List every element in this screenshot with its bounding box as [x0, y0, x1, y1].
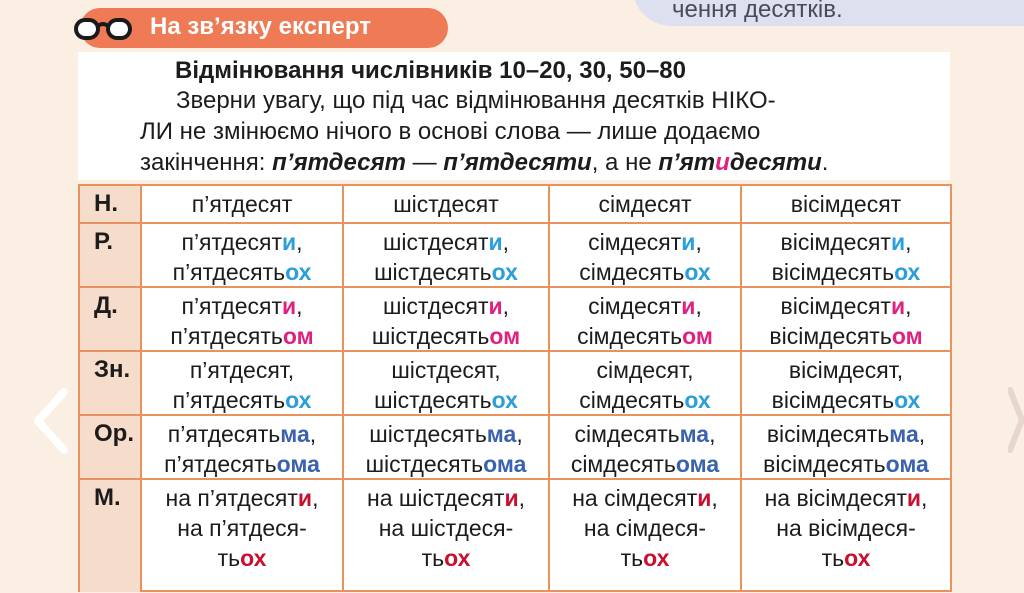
chevron-right-icon[interactable]: [1008, 380, 1024, 460]
cell-line: на п’ятдеся-: [177, 515, 307, 541]
word-ending: ома: [276, 451, 320, 477]
word-stem: вісімдесять: [769, 323, 892, 349]
chevron-left-icon[interactable]: [30, 388, 72, 454]
word-ending: ох: [894, 387, 921, 413]
example-correct-form: п’ятдесяти: [443, 149, 592, 176]
table-cell: [740, 480, 950, 592]
word-stem: шістдесять: [374, 387, 492, 413]
rule-line-3-end: .: [821, 149, 829, 176]
cell-line: [742, 257, 950, 287]
word-ending: и: [297, 485, 313, 511]
table-row-genitive: [80, 222, 950, 288]
rule-line-1: Зверни увагу, що під час відмінювання десятків НІКО-: [176, 87, 776, 114]
case-cell: [80, 224, 142, 288]
cell-line: [550, 227, 740, 257]
rule-line-3-prefix: закінчення:: [140, 149, 273, 176]
punct: ,: [711, 485, 718, 511]
cell-line: [550, 483, 740, 513]
word-stem: шістдесят: [382, 229, 489, 255]
table-cell: [548, 352, 740, 416]
word-ending: ома: [675, 451, 720, 477]
cell-line: на сімдеся-: [583, 515, 707, 541]
punct: ,: [296, 293, 303, 319]
word-ending: ом: [891, 323, 923, 349]
table-cell: [740, 416, 950, 480]
word-stem: вісімдесят: [780, 229, 891, 255]
word-ending: ох: [684, 259, 711, 285]
declension-table: [78, 184, 952, 592]
case-label: Д.: [94, 292, 118, 319]
table-cell: [548, 224, 740, 288]
word-stem: ть: [620, 545, 644, 571]
cell-line: [742, 483, 950, 513]
cell-line: вісімдесят,: [788, 357, 904, 383]
word-ending: ох: [285, 259, 312, 285]
table-cell: [740, 288, 950, 352]
word-stem: шістдесять: [374, 259, 492, 285]
table-cell: [342, 416, 548, 480]
punct: ,: [918, 421, 926, 447]
punct: ,: [695, 229, 702, 255]
word-ending: ма: [889, 421, 919, 447]
word-ending: ох: [240, 545, 267, 571]
cell-line: сімдесят,: [596, 357, 694, 383]
word-ending: и: [890, 229, 906, 255]
word-ending: и: [681, 293, 696, 319]
word-stem: п’ятдесят: [181, 229, 282, 255]
cell-line: [344, 419, 548, 449]
expert-banner-title: На зв’язку експерт: [150, 13, 371, 40]
case-cell: [80, 186, 142, 222]
rule-line-3: [140, 147, 900, 178]
glasses-icon: [74, 14, 134, 44]
cell-line: [742, 449, 950, 479]
word-stem: п’ятдесят: [181, 293, 282, 319]
table-cell: [342, 186, 548, 222]
punct: ,: [905, 293, 912, 319]
word-ending: ом: [682, 323, 713, 349]
cell-line: [742, 291, 950, 321]
cell-line: [344, 321, 548, 351]
case-cell: [80, 416, 142, 480]
table-cell: [548, 288, 740, 352]
word-ending: ох: [491, 259, 518, 285]
cell-line: [344, 385, 548, 415]
cell-line: [550, 449, 740, 479]
cell-line: [742, 385, 950, 415]
cell-line: [742, 227, 950, 257]
punct: ,: [921, 485, 928, 511]
word-ending: ох: [894, 259, 921, 285]
word-ending: и: [488, 229, 503, 255]
word-ending: ма: [486, 421, 517, 447]
table-row-dative: [80, 286, 950, 352]
word-ending: и: [504, 485, 519, 511]
cell-line: сімдесят: [598, 191, 692, 217]
example-dash: —: [405, 149, 444, 176]
cell-line: [550, 543, 740, 573]
cell-line: [142, 419, 342, 449]
table-row-locative: [80, 478, 950, 592]
word-stem: ть: [217, 545, 241, 571]
word-ending: и: [488, 293, 503, 319]
example-wrong-form: [658, 149, 821, 176]
word-ending: и: [906, 485, 922, 511]
word-stem: сімдесять: [577, 323, 683, 349]
table-cell: [142, 416, 342, 480]
word-stem: сімдесять: [579, 259, 685, 285]
cell-line: [550, 419, 740, 449]
word-ending: ома: [483, 451, 527, 477]
word-stem: шістдесять: [369, 421, 487, 447]
word-stem: шістдесять: [371, 323, 490, 349]
cell-line: [142, 257, 342, 287]
word-ending: ма: [679, 421, 710, 447]
word-stem: сімдесять: [579, 387, 685, 413]
cell-line: [344, 227, 548, 257]
punct: ,: [518, 485, 525, 511]
cell-line: п’ятдесят,: [189, 357, 295, 383]
wrong-form-part-c: десяти: [729, 149, 822, 176]
cell-line: [142, 227, 342, 257]
word-stem: шістдесять: [365, 451, 484, 477]
punct: ,: [502, 293, 510, 319]
table-cell: [548, 186, 740, 222]
cell-line: [344, 449, 548, 479]
table-cell: [142, 480, 342, 592]
word-ending: ох: [684, 387, 711, 413]
word-stem: на сімдесят: [572, 485, 698, 511]
word-ending: ох: [285, 387, 312, 413]
punct: ,: [516, 421, 523, 447]
rule-heading: Відмінювання числівників 10–20, 30, 50–80: [175, 57, 686, 84]
rule-line-2: ЛИ не змінюємо нічого в основі слова — лише додаємо: [140, 118, 761, 145]
case-label: Зн.: [94, 356, 131, 383]
cell-line: [550, 321, 740, 351]
table-cell: [142, 224, 342, 288]
table-cell: [142, 352, 342, 416]
table-cell: [342, 224, 548, 288]
table-cell: [548, 480, 740, 592]
case-label: Н.: [94, 190, 118, 217]
cell-line: [142, 543, 342, 573]
table-row-instrumental: [80, 414, 950, 480]
word-stem: ть: [821, 545, 845, 571]
cell-line: [550, 257, 740, 287]
cell-line: [550, 291, 740, 321]
word-stem: п’ятдесять: [172, 387, 286, 413]
table-cell: [142, 288, 342, 352]
word-ending: и: [697, 485, 712, 511]
word-stem: вісімдесять: [771, 259, 895, 285]
punct: ,: [296, 229, 303, 255]
table-cell: [342, 288, 548, 352]
cell-line: шістдесят: [393, 191, 499, 217]
top-right-note-text: чення десятків.: [672, 0, 843, 23]
table-row-accusative: [80, 350, 950, 416]
word-stem: п’ятдесять: [164, 451, 277, 477]
word-ending: ом: [489, 323, 521, 349]
word-stem: вісімдесять: [771, 387, 895, 413]
word-stem: сімдесят: [588, 293, 682, 319]
word-stem: вісімдесят: [780, 293, 891, 319]
cell-line: [344, 543, 548, 573]
word-stem: на п’ятдесят: [165, 485, 298, 511]
word-ending: и: [281, 229, 297, 255]
cell-line: [550, 385, 740, 415]
word-ending: ом: [282, 323, 314, 349]
cell-line: п’ятдесят: [191, 191, 293, 217]
punct: ,: [502, 229, 510, 255]
word-stem: сімдесят: [588, 229, 682, 255]
cell-line: [742, 321, 950, 351]
word-ending: и: [681, 229, 696, 255]
punct: ,: [312, 485, 319, 511]
case-cell: [80, 352, 142, 416]
word-ending: ома: [885, 451, 929, 477]
punct: ,: [905, 229, 912, 255]
punct: ,: [309, 421, 317, 447]
word-stem: п’ятдесять: [167, 421, 281, 447]
cell-line: [142, 321, 342, 351]
word-stem: шістдесят: [382, 293, 489, 319]
table-row-nominative: [80, 186, 950, 222]
table-cell: [342, 352, 548, 416]
table-cell: [142, 186, 342, 222]
punct: ,: [709, 421, 716, 447]
cell-line: [142, 385, 342, 415]
word-stem: на вісімдесят: [764, 485, 907, 511]
word-stem: ть: [421, 545, 445, 571]
word-stem: сімдесять: [574, 421, 680, 447]
table-cell: [740, 224, 950, 288]
case-cell: [80, 288, 142, 352]
word-ending: ох: [491, 387, 518, 413]
cell-line: [742, 419, 950, 449]
cell-line: [142, 449, 342, 479]
word-ending: ох: [444, 545, 471, 571]
table-cell: [342, 480, 548, 592]
cell-line: [344, 291, 548, 321]
cell-line: на вісімдеся-: [776, 515, 916, 541]
punct: ,: [695, 293, 702, 319]
word-stem: п’ятдесять: [170, 323, 283, 349]
cell-line: шістдесят,: [391, 357, 501, 383]
case-label: М.: [94, 484, 121, 511]
word-ending: ох: [643, 545, 670, 571]
case-label: Ор.: [94, 420, 134, 447]
table-cell: [740, 352, 950, 416]
top-right-note: [632, 0, 1024, 26]
table-cell: [740, 186, 950, 222]
cell-line: [142, 483, 342, 513]
word-stem: вісімдесять: [763, 451, 886, 477]
wrong-form-part-a: п’ят: [658, 149, 716, 176]
word-stem: на шістдесят: [367, 485, 505, 511]
word-ending: и: [281, 293, 297, 319]
cell-line: вісімдесят: [790, 191, 902, 217]
cell-line: [344, 257, 548, 287]
table-cell: [548, 416, 740, 480]
example-correct-base: п’ятдесят: [272, 149, 406, 176]
word-ending: и: [890, 293, 906, 319]
case-cell: [80, 480, 142, 592]
example-middle: , а не: [591, 149, 659, 176]
cell-line: на шістдеся-: [378, 515, 514, 541]
word-stem: п’ятдесять: [172, 259, 286, 285]
word-ending: ох: [844, 545, 871, 571]
cell-line: [142, 291, 342, 321]
rule-paragraph: [140, 85, 900, 178]
word-stem: сімдесять: [570, 451, 676, 477]
word-stem: вісімдесять: [766, 421, 890, 447]
cell-line: [742, 543, 950, 573]
cell-line: [344, 483, 548, 513]
case-label: Р.: [94, 228, 114, 255]
word-ending: ма: [280, 421, 310, 447]
wrong-form-highlight: и: [715, 149, 730, 176]
